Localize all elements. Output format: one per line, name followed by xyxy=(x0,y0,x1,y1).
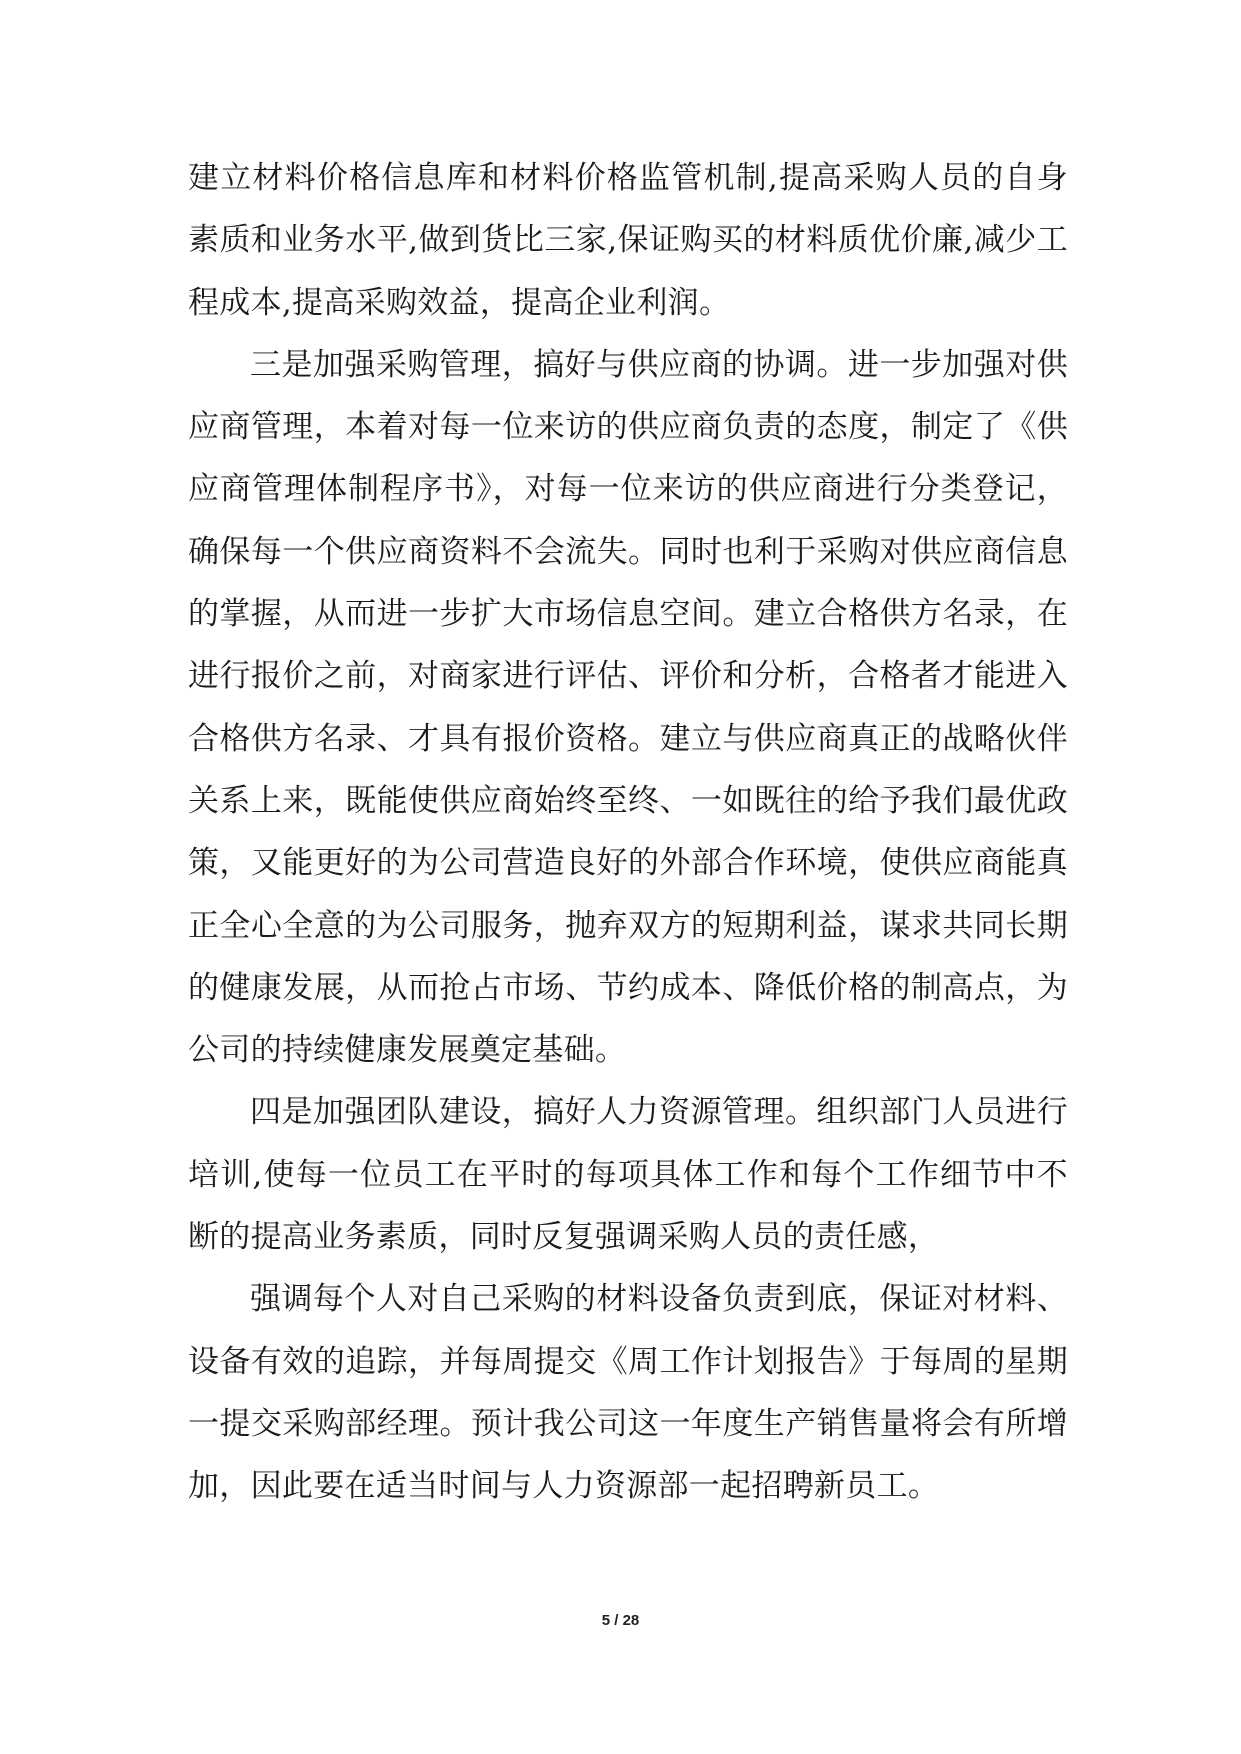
page-number: 5 / 28 xyxy=(601,1612,640,1629)
paragraph-continuation: 建立材料价格信息库和材料价格监管机制,提高采购人员的自身素质和业务水平,做到货比三家,保证购买的材料质优价廉,减少工程成本,提高采购效益，提高企业利润。 xyxy=(188,160,1068,321)
paragraph-team-building: 四是加强团队建设，搞好人力资源管理。组织部门人员进行培训,使每一位员工在平时的每项具体工作和每个工作细节中不断的提高业务素质，同时反复强调采购人员的责任感， xyxy=(188,1094,1068,1256)
document-body xyxy=(188,147,1068,1518)
paragraph-procurement-management: 三是加强采购管理，搞好与供应商的协调。进一步加强对供应商管理，本着对每一位来访的供应商负责的态度，制定了《供应商管理体制程序书》，对每一位来访的供应商进行分类登记，确保每一个供应商资料不会流失。同时也利于采购对供应商信息的掌握，从而进一步扩大市场信息空间。建立合格供方名录，在进行报价之前，对商家进行评估、评价和分析，合格者才能进入合格供方名录、才具有报价资格。建立与供应商真正的战略伙伴关系上来，既能使供应商始终至终、一如既往的给予我们最优政策，又能更好的为公司营造良好的外部合作环境，使供应商能真正全心全意的为公司服务，抛弃双方的短期利益，谋求共同长期的健康发展，从而抢占市场、节约成本、降低价格的制高点，为公司的持续健康发展奠定基础。 xyxy=(188,346,1068,1069)
paragraph-responsibility: 强调每个人对自己采购的材料设备负责到底，保证对材料、设备有效的追踪，并每周提交《周工作计划报告》于每周的星期一提交采购部经理。预计我公司这一年度生产销售量将会有所增加，因此要在适当时间与人力资源部一起招聘新员工。 xyxy=(188,1281,1068,1505)
